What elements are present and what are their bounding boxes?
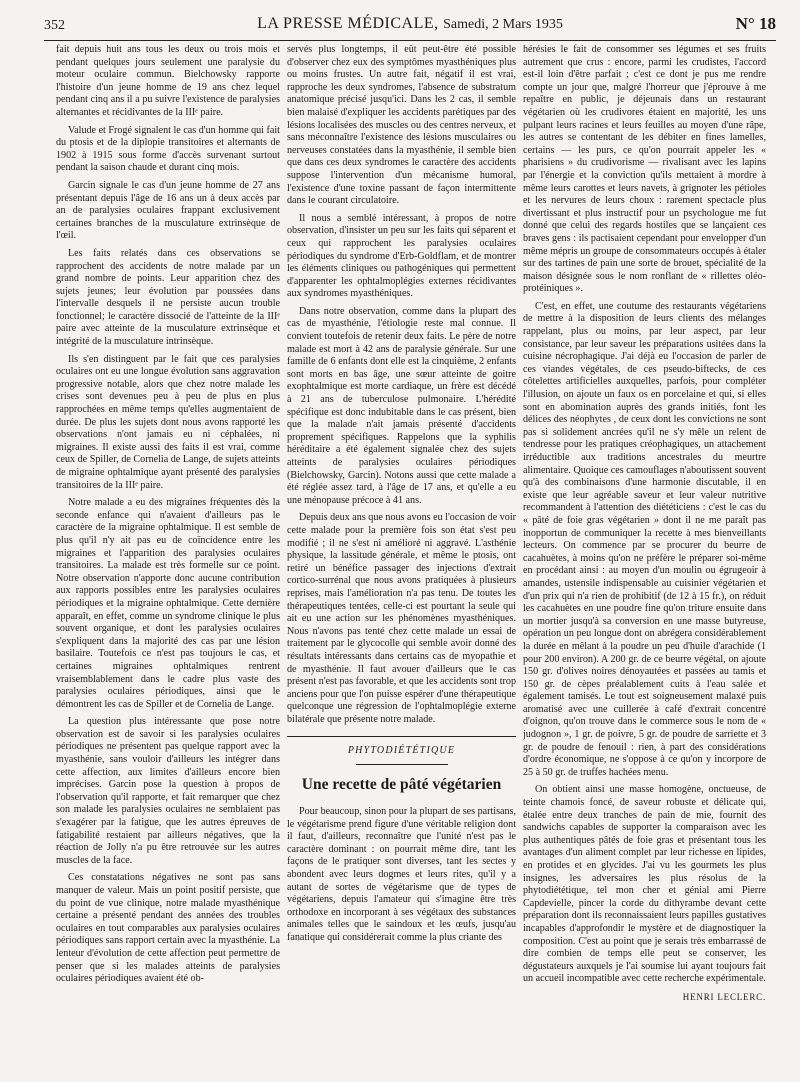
issue-date: Samedi, 2 Mars 1935 [443,17,563,32]
paragraph: Dans notre observation, comme dans la plupart des cas de myasthénie, l'étiologie reste mal connue. Il convient toutefois de retenir deux faits. Le père de notre malade est mort à 42 ans de paralysie générale. Sur une famille de 6 enfants dont elle est la cinquième, 2 enfants sont morts en bas âge, une sœur atteinte de goitre exophtalmique est morte cardiaque, un frère est décédé à 21 ans de tuberculose pulmonaire. L'hérédité spécifique est donc indubitable dans le cas présent, bien que la malade n'ait jamais présenté d'accidents proprement spécifiques. Rappelons que la syphilis héréditaire a été également signalée chez des sujets atteints de paralysies oculaires périodiques (Bielchowsky, Garcin). Notons aussi que cette malade a été réglée assez tard, à l'âge de 17 ans, et qu'elle a eu une ménopause précoce à 41 ans. [287,305,516,506]
journal-name: LA PRESSE MÉDICALE, [257,15,439,32]
paragraph: Valude et Frogé signalent le cas d'un homme qui fait du ptosis et de la diplopie transitoires et alternants de 1902 à 1915 sous forme d'accès survenant surtout pendant la saison chaude et durant cinq mois. [56,124,280,174]
rubric-heading: PHYTODIÉTÉTIQUE [347,745,456,757]
paragraph: Depuis deux ans que nous avons eu l'occasion de voir cette malade pour la première fois son état s'est peu modifié ; il ne s'est ni amélioré ni aggravé. L'asthénie physique, la lassitude générale, et même le ptosis, ont retiré un bénéfice passager des injections d'extrait cortico-surrénal que nous avons pratiquées à plusieurs reprises, mais l'amélioration n'a pas tenu. De toutes les thérapeutiques tentées, celle-ci est pourtant la seule qui ait eu une action sur les phénomènes myasthéniques. Nous n'avons pas tenté chez cette malade un essai de traitement par le glycocolle qui semble avoir donné des résultats intéressants dans certains cas de myopathie et de myasthénie. Il faut avouer d'ailleurs que le cas présent n'est pas favorable, et que les accidents sont trop anciens pour que l'on puisse espérer d'une thérapeutique quelconque une régression de l'ophtalmoplégie externe bilatérale que présente notre malade. [287,512,516,725]
paragraph: Les faits relatés dans ces observations se rapprochent des accidents de notre malade par un grand nombre de points. Leur apparition chez des sujets jeunes; leur évolution par poussées dans l'intervalle desquels il ne persiste aucun trouble fonctionnel; le caractère dissocié de l'atteinte de la IIIᵉ paire avec atteinte de la musculature extrinsèque et intégrité de la musculature intrinsèque. [56,247,280,348]
paragraph: Il nous a semblé intéressant, à propos de notre observation, d'insister un peu sur les faits qui séparent et ceux qui rapprochent les paralysies oculaires périodiques du syndrome d'Erb-Goldflam, et de montrer les éléments cliniques ou pathogéniques qui permettent d'apparenter les ophtalmoplégies externes récidivantes aux syndromes myasthéniques. [287,212,516,300]
section-divider [287,736,516,737]
paragraph: servés plus longtemps, il eût peut-être été possible d'observer chez eux des symptômes myasthéniques plus ou moins frustes. Un autre fait, négatif il est vrai, rapproche les deux syndromes, l'absence de substratum anatomique précisé jusqu'ici. Dans les 2 cas, il semble bien malaisé d'expliquer les accidents parétiques par des lésions localisées des muscles ou des centres nerveux, et sans méconnaître l'existence des lésions musculaires ou nerveuses constatées dans la myasthénie, il semble bien que dans ces deux syndromes le caractère des accidents suppose l'intervention d'un mécanisme humoral, l'existence d'une toxine passant de façon intermittente dans le courant circulatoire. [287,44,516,207]
paragraph: hérésies le fait de consommer ses légumes et ses fruits autrement que crus : encore, parmi les crudistes, l'accord est-il loin d'être parfait ; c'est ce dont je pus me rendre compte un jour que, malgré l'horreur que j'éprouve à me repaître en public, je déjeunais dans un restaurant végétarien où les crudivores étaient en majorité, les uns pulpant leurs racines et leurs feuilles au moyen d'une râpe, les autres se contentant de les débiter en fines lamelles, certains — les purs, ce qu'on pourrait appeler les « pharisiens » du crudivorisme — rivalisant avec les lapins par l'énergie et la conviction qu'ils mettaient à mordre à même leurs carottes et leurs navets, à grignoter les pétioles et les nervures de leurs choux : rarement spectacle plus divertissant et plus instructif pour un psychologue me fut donné que celui des regards hostiles que se lançaient ces braves gens : ils pactisaient cependant pour envelopper d'un même mépris un groupe de consommateurs occupés à étaler sur des tartines de pain une sorte de brouet, spécialité de la maison désignée sous le nom ronflant de « rillettes oléo-protéiniques ». [523,44,766,295]
paragraph: Garcin signale le cas d'un jeune homme de 27 ans présentant depuis l'âge de 16 ans un à deux accès par an de paralysies oculaires frappant exclusivement certaines branches de la musculature extrinsèque de l'œil. [56,179,280,242]
page-number: 352 [44,18,65,33]
column-2 [287,44,516,1074]
rubric-underline [356,764,448,765]
column-3 [523,44,766,1074]
column-1 [56,44,280,1074]
paragraph: On obtient ainsi une masse homogène, onctueuse, de teinte chamois foncé, de saveur robuste et délicate qui, étalée entre deux tranches de pain de mie, fournit des sandwichs capables de supporter la comparaison avec les plus authentiques pâtés de foie gras et présentant tous les avantages d'un aliment complet par leur richesse en lipides, en protides et en glycides. J'ai vu les gourmets les plus insignes, les adversaires les plus résolus de la phytodiététique, tel mon cher et génial ami Pierre Capdevielle, pincer la corde du dithyrambe devant cette préparation dont ils reconnaissaient leurs papilles gustatives incapables d'approfondir le mystère et de diagnostiquer la composition. C'est au point que je serais très embarrassé de dire combien de temps elle peut se conserver, les dégustateurs auxquels je l'ai soumise lui ayant toujours fait un accueil incompatible avec cette recherche expérimentale. [523,784,766,985]
paragraph: C'est, en effet, une coutume des restaurants végétariens de mettre à la disposition de leurs clients des mélanges rappelant, plus ou moins, par leur aspect, par leur consistance, par leur saveur les préparations usitées dans la cuisine nécrophagique. J'ai déjà eu l'occasion de parler de ces viandes végétales, de ces pseudo-biftecks, de ces côtelettes artificielles auxquelles, parfois, pour compléter l'illusion, on ajoute un faux os en porcelaine et qui, si elles sont en abomination auprès des grands initiés, font les délices des néophytes , de ceux dont les convictions ne sont pas si solidement ancrées qu'il ne s'y mêle un relent de tendresse pour les pratiques créophagiques, un attachement irréductible aux traditions ancestrales du meurtre alimentaire. Quoique ces camouflages n'aboutissent souvent qu'à des combinaisons d'une harmonie discutable, il en existe que leur agréable saveur et leur valeur nutritive recommandent à l'attention des diététiciens : c'est le cas du « pâté de foie gras végétarien » dont il ne me paraît pas inopportun de communiquer la recette à mes bienveillants lecteurs. On commence par se procurer du beurre de cacahuètes, à moins qu'on ne préfère le préparer soi-même en procédant ainsi : au moyen d'un moulin ou égrugeoir à amandes, ustensile indispensable au cuisinier végétarien et d'un prix qui n'a rien de prohibitif (de 12 à 15 fr.), on réduit les cacahuètes en une poudre fine qu'on triture ensuite dans un mortier jusqu'à sa conversion en une masse butyreuse, opération un peu longue dont on abrégera considérablement la durée en mêlant à la poudre un peu d'huile d'arachide (1 pour 200 environ). A 200 gr. de ce beurre végétal, on ajoute 150 gr. d'olives noires dénoyautées et passées au tamis et 150 gr. de cèpes préalablement cuits à l'eau salée et également tamisés. Le tout est soigneusement malaxé puis aromatisé avec une cuillerée à café d'extrait concentré d'oignon, qu'on trouve dans le commerce sous le nom de « judognon », 1 gr. de poivre, 5 gr. de poudre de sarriette et 3 gr. de poudre de fenouil : rien, à part des considérations d'ordre économique, ne s'oppose à ce qu'on y incorpore de 25 à 50 gr. de truffes hachées menu. [523,300,766,778]
running-title [44,15,776,33]
paragraph: Ces constatations négatives ne sont pas sans manquer de valeur. Mais un point positif persiste, que du point de vue clinique, notre malade myasthénique certaine a présenté pendant des années des troubles oculaires en tout comparables aux paralysies oculaires périodiques sans rapport certain avec la myasthénie. La lenteur d'évolution de cette affection peut permettre de penser que si les malades atteints de paralysies oculaires périodiques avaient été ob- [56,872,280,985]
article-title: Une recette de pâté végétarien [301,776,502,794]
paragraph: La question plus intéressante que pose notre observation est de savoir si les paralysies oculaires périodiques ne présentent pas quelque rapport avec la myasthénie, sans vouloir d'ailleurs les intégrer dans cette affection, aux limites d'ailleurs encore bien imprécises. Garcin pose la question à propos de l'observation qu'il rapporte, et fait remarquer que chez son malade les paralysies oculaires ne semblaient pas s'exagérer par la fatigue, que les autres épreuves de fatigabilité restaient par ailleurs négatives, que la réaction de Jolly n'a pu être retrouvée sur les autres muscles de la face. [56,716,280,866]
paragraph: Ils s'en distinguent par le fait que ces paralysies oculaires ont eu une longue évolution sans aggravation progressive notable, alors que chez notre malade les crises sont devenues peu à peu de plus en plus rapprochées en même temps qu'elles augmentaient de durée. De plus les sujets dont nous avons rapporté les observations n'ont jamais eu ni céphalées, ni migraines. Il existe aussi des faits il est vrai, comme ceux de Spiller, de Cornelia de Lange, de sujets atteints de migraine ophtalmique ayant présenté des paralysies transitoires de la IIIᵉ paire. [56,353,280,491]
page-header [44,14,776,41]
paragraph: Pour beaucoup, sinon pour la plupart de ses partisans, le végétarisme prend figure d'une véritable religion dont il faut, d'ailleurs, reconnaître que l'unité n'est pas le caractère dominant : on pourrait même dire, tant les façons de le pratiquer sont diverses, tant les sectes y abondent avec leurs dogmes et leurs rites, qu'il y a autant de sortes de végétarisme que de types de végétariens, depuis l'amateur qui s'imagine être très orthodoxe en incorporant à ses végétaux des substances animales telles que le saindoux et les œufs, jusqu'au fanatique qui considérerait comme la plus criante des [287,806,516,943]
issue-number: N° 18 [735,14,776,33]
author-signature: HENRI LECLERC. [682,991,766,1002]
paragraph: fait depuis huit ans tous les deux ou trois mois et pendant quelques jours seulement une paralysie du moteur oculaire commun. Bielchowsky rapporte l'histoire d'un jeune homme de 19 ans chez lequel pendant cinq ans il a pu suivre l'existence de paralysies alternantes et récidivantes de la IIIᵉ paire. [56,44,280,118]
paragraph: Notre malade a eu des migraines fréquentes dès la seconde enfance qui n'avaient d'ailleurs pas le caractère de la migraine ophtalmique. Il est semble de plus qu'il n'y ait pas eu de coïncidence entre les migraines et l'apparition des paralysies oculaires transitoires. La malade est très formelle sur ce point. Notre observation n'apporte donc aucune contribution aux rapports possibles entre les paralysies oculaires périodiques et la migraine ophtalmique. Cette dernière apparaît, en effet, comme un syndrome clinique le plus souvent organique, et dont les paralysies oculaires s'expliquent dans la majorité des cas par une lésion basilaire. Toutefois ce n'est pas toujours le cas, et certaines migraines ophtalmiques rentrent vraisemblablement dans le cadre plus vaste des paralysies oculaires périodiques, ainsi que le démontrent les cas de Spiller et de Cornelia de Lange. [56,497,280,710]
